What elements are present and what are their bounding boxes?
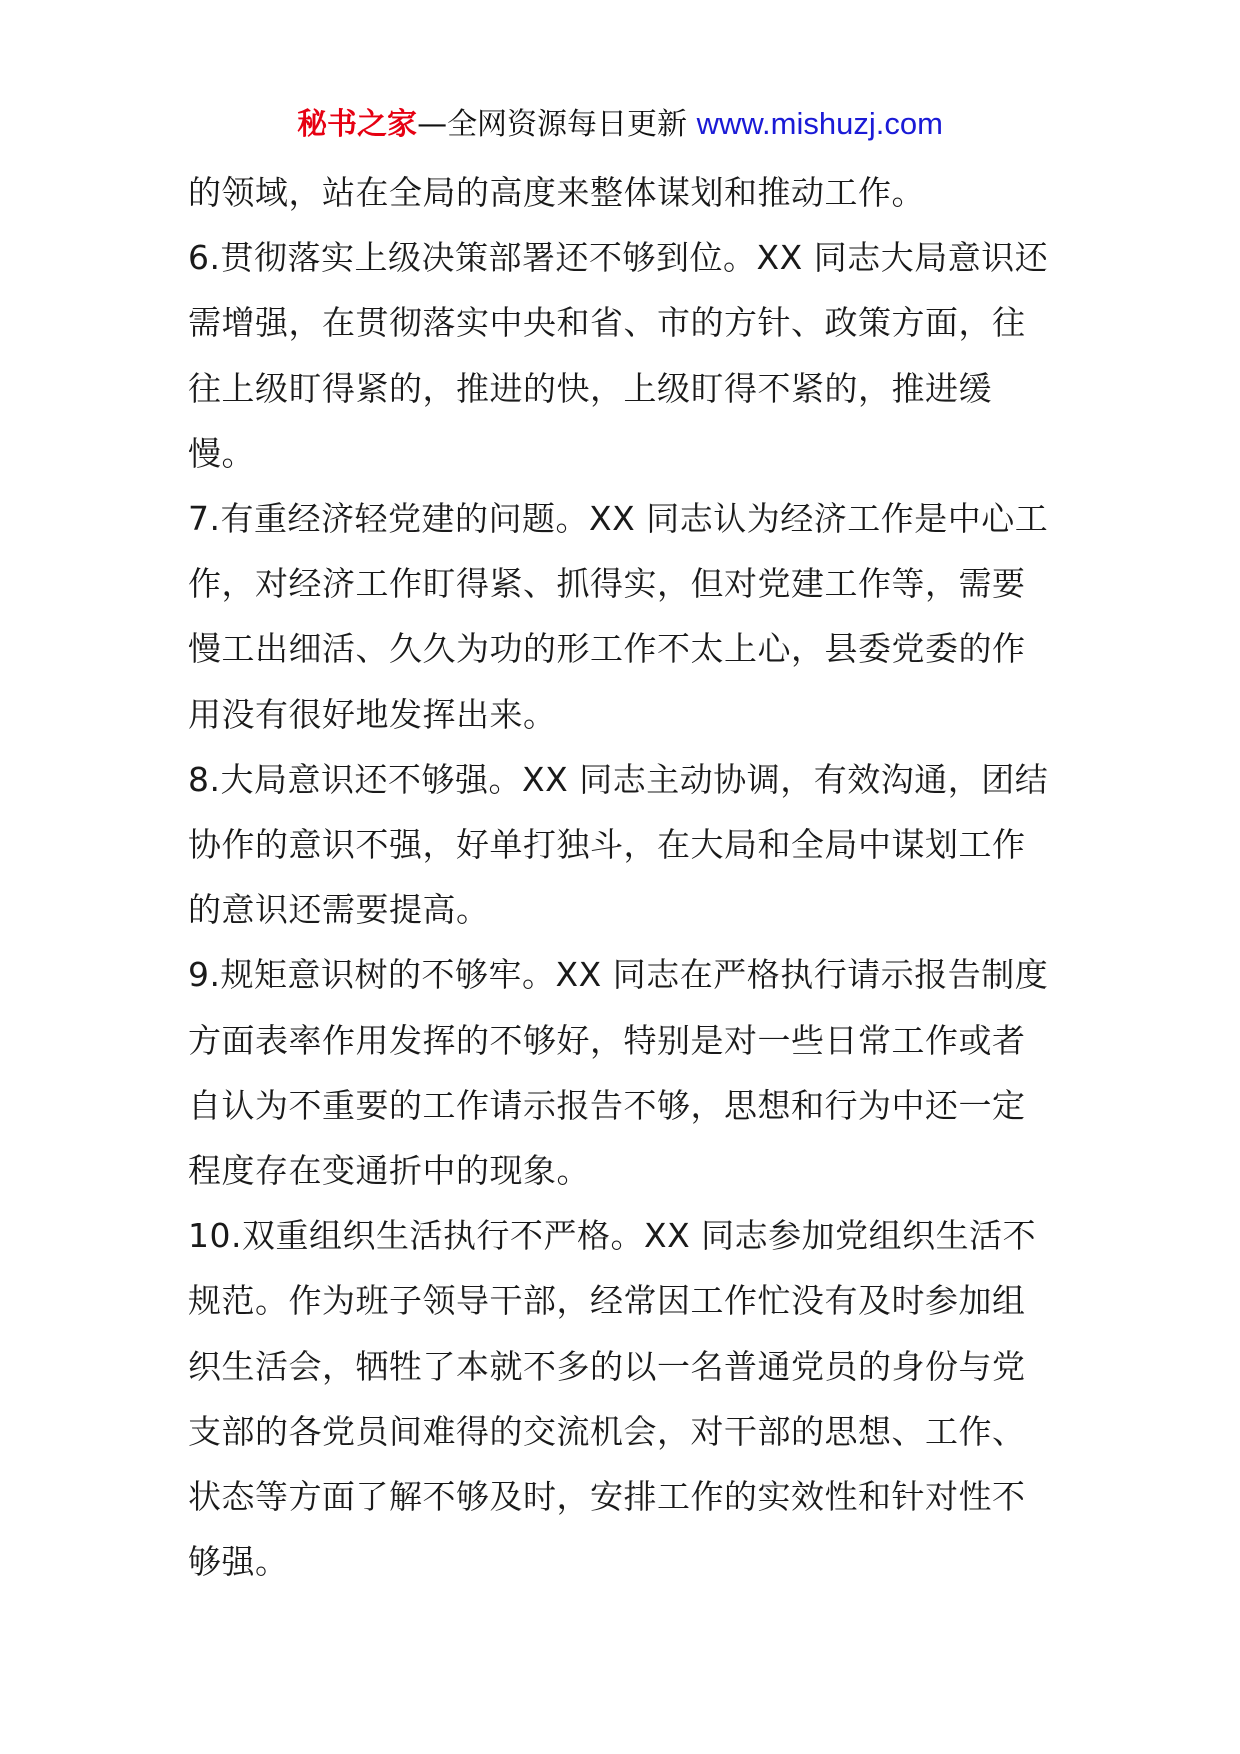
paragraph-item-9: 9.规矩意识树的不够牢。XX 同志在严格执行请示报告制度方面表率作用发挥的不够好，特别是对一些日常工作或者自认为不重要的工作请示报告不够，思想和行为中还一定程度存在变通折中的现象。	[188, 955, 1049, 1191]
paragraph-item-6: 6.贯彻落实上级决策部署还不够到位。XX 同志大局意识还需增强，在贯彻落实中央和省、市的方针、政策方面，往往上级盯得紧的，推进的快，上级盯得不紧的，推进缓慢。	[188, 238, 1049, 473]
paragraph-item-10: 10.双重组织生活执行不严格。XX 同志参加党组织生活不规范。作为班子领导干部，经常因工作忙没有及时参加组织生活会，牺牲了本就不多的以一名普通党员的身份与党支部的各党员间难得的交流机会，对干部的思想、工作、状态等方面了解不够及时，安排工作的实效性和针对性不够强。	[188, 1216, 1037, 1582]
site-url[interactable]: www.mishuzj.com	[696, 106, 943, 141]
page-header	[0, 102, 1240, 147]
header-slogan: —全网资源每日更新	[417, 107, 697, 142]
paragraph-continuation: 的领域，站在全局的高度来整体谋划和推动工作。	[188, 173, 925, 212]
brand-name: 秘书之家	[297, 107, 418, 142]
document-body	[188, 160, 1056, 1594]
paragraph-item-7: 7.有重经济轻党建的问题。XX 同志认为经济工作是中心工作，对经济工作盯得紧、抓得实，但对党建工作等，需要慢工出细活、久久为功的形工作不太上心，县委党委的作用没有很好地发挥出来。	[188, 499, 1049, 734]
paragraph-item-8: 8.大局意识还不够强。XX 同志主动协调，有效沟通，团结协作的意识不强，好单打独斗，在大局和全局中谋划工作的意识还需要提高。	[188, 759, 1049, 930]
